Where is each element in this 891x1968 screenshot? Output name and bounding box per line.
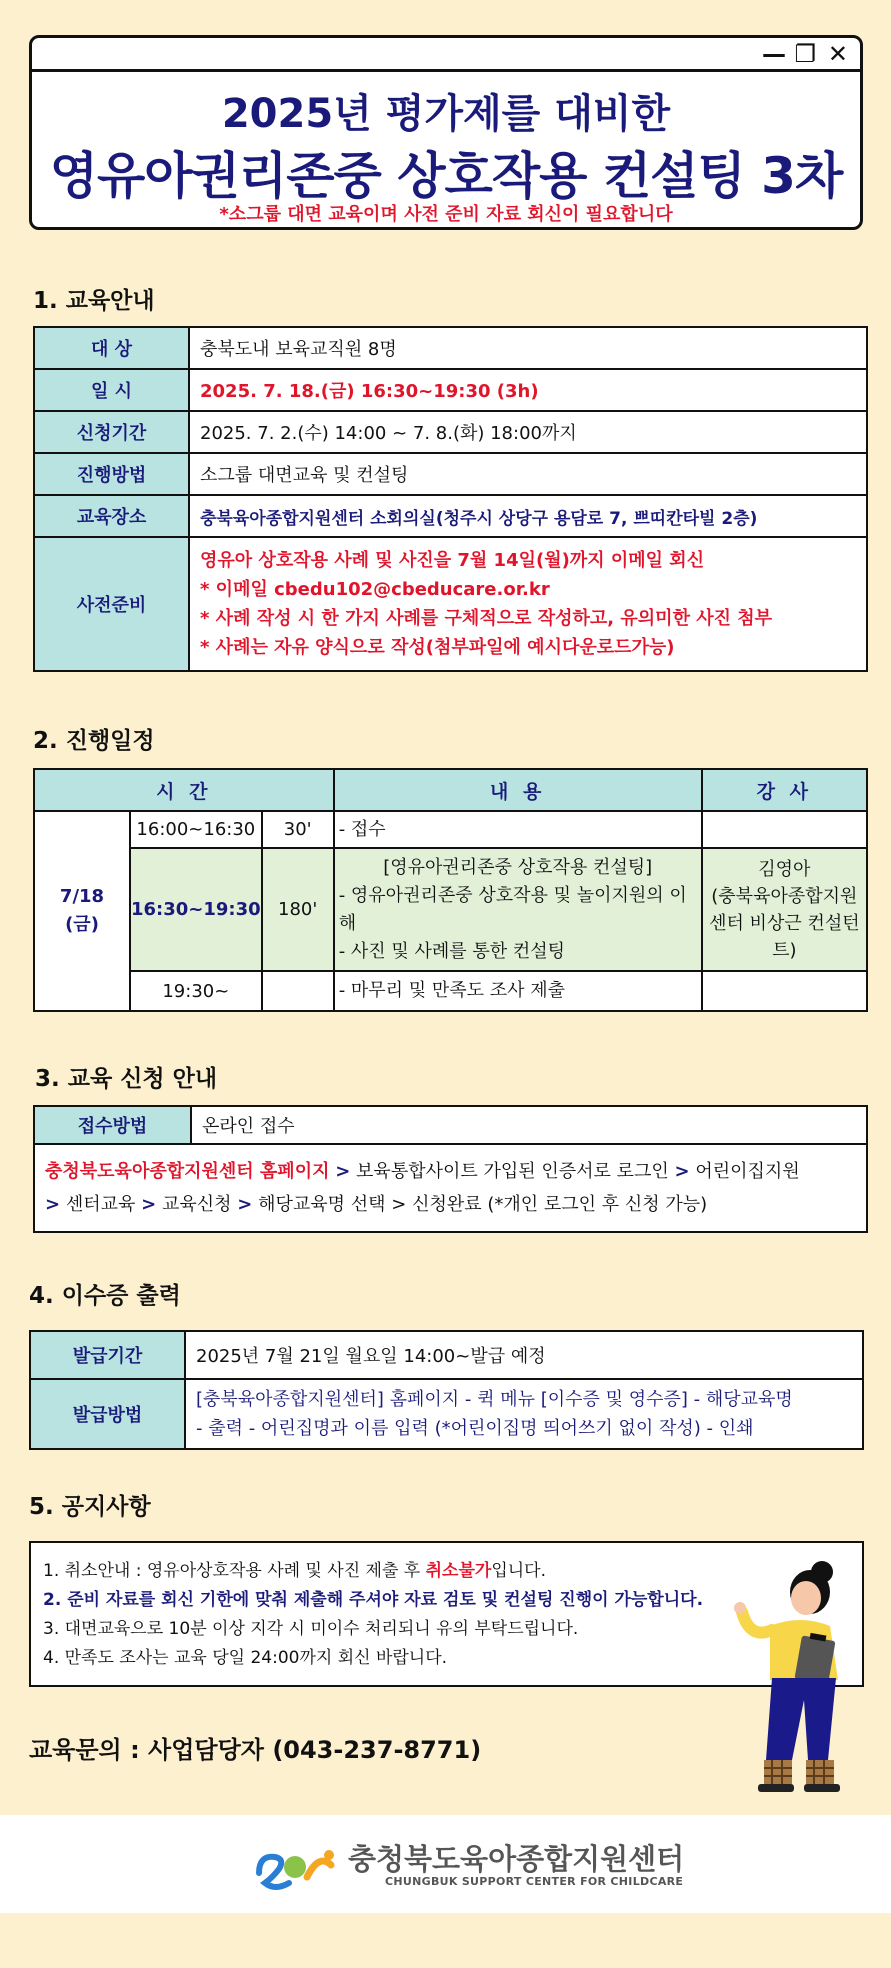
path-step: 보육통합사이트 가입된 인증서로 로그인	[356, 1161, 669, 1182]
row-value: 온라인 접수	[191, 1106, 867, 1144]
footer	[0, 1815, 891, 1913]
row-label: 사전준비	[34, 537, 189, 671]
time-cell: 16:00~16:30	[130, 811, 262, 848]
date-cell: 7/18 (금)	[34, 811, 130, 1011]
row-label: 접수방법	[34, 1106, 191, 1144]
maximize-icon: ❐	[794, 40, 816, 68]
section4-title: 4. 이수증 출력	[29, 1283, 181, 1309]
section2-title: 2. 진행일정	[33, 728, 155, 754]
row-label: 발급기간	[30, 1331, 185, 1379]
arrow-icon: >	[141, 1194, 157, 1215]
row-value: 2025. 7. 2.(수) 14:00 ~ 7. 8.(화) 18:00까지	[189, 411, 867, 453]
method-line: [충북육아종합지원센터] 홈페이지 - 퀵 메뉴 [이수증 및 영수증] - 해당교육명	[196, 1389, 793, 1410]
instructor-name: 김영아	[758, 858, 811, 880]
row-value: 충북육아종합지원센터 소회의실(청주시 상당구 용담로 7, 쁘띠칸타빌 2층)	[189, 495, 867, 537]
row-label: 일 시	[34, 369, 189, 411]
header-window	[29, 35, 863, 230]
certificate-table	[29, 1330, 864, 1450]
notice-item: 4. 만족도 조사는 교육 당일 24:00까지 회신 바랍니다.	[43, 1648, 448, 1668]
table-row	[34, 495, 867, 537]
application-path	[34, 1144, 867, 1232]
time-cell: 16:30~19:30	[130, 848, 262, 971]
content-cell: - 접수	[334, 811, 702, 848]
row-value: 소그룹 대면교육 및 컨설팅	[189, 453, 867, 495]
duration-cell: 30'	[262, 811, 334, 848]
notice-text: 1. 취소안내 : 영유아상호작용 사례 및 사진 제출 후	[43, 1561, 426, 1581]
arrow-icon: >	[674, 1161, 690, 1182]
row-value: 충북도내 보육교직원 8명	[189, 327, 867, 369]
notice-emphasis: 취소불가	[425, 1561, 492, 1581]
section1-title: 1. 교육안내	[33, 288, 155, 314]
section5-title: 5. 공지사항	[29, 1494, 151, 1520]
row-label: 진행방법	[34, 453, 189, 495]
duration-cell	[262, 971, 334, 1011]
section3-title: 3. 교육 신청 안내	[35, 1066, 218, 1092]
arrow-icon: >	[237, 1194, 253, 1215]
table-row	[34, 369, 867, 411]
prep-details	[189, 537, 867, 671]
close-icon: ✕	[827, 40, 848, 68]
notice-text: 입니다.	[491, 1561, 546, 1581]
table-row	[34, 1106, 867, 1144]
prep-line: 영유아 상호작용 사례 및 사진을 7월 14일(월)까지 이메일 회신	[200, 550, 705, 571]
table-row	[30, 1331, 863, 1379]
header-instructor: 강 사	[702, 769, 867, 811]
path-step: 교육신청	[161, 1194, 232, 1215]
content-cell	[334, 848, 702, 971]
row-value	[185, 1379, 863, 1449]
education-info-table	[33, 326, 868, 672]
table-header-row	[34, 769, 867, 811]
teacher-illustration	[700, 1560, 860, 1800]
path-step: 해당교육명 선택	[258, 1194, 386, 1215]
org-logo-icon	[255, 1843, 337, 1893]
row-label: 신청기간	[34, 411, 189, 453]
row-value: 2025. 7. 18.(금) 16:30~19:30 (3h)	[189, 369, 867, 411]
schedule-table	[33, 768, 868, 1012]
contact-info: 교육문의 : 사업담당자 (043-237-8771)	[29, 1736, 482, 1764]
path-step: 신청완료 (*개인 로그인 후 신청 가능)	[412, 1194, 708, 1215]
path-step: 센터교육	[65, 1194, 136, 1215]
application-table	[33, 1105, 868, 1233]
org-name: 충청북도육아종합지원센터	[348, 1842, 685, 1876]
table-row	[34, 1144, 867, 1232]
path-line	[45, 1188, 856, 1221]
notice-item: 2. 준비 자료를 회신 기한에 맞춰 제출해 주셔야 자료 검토 및 컨설팅 진행이 가능합니다.	[43, 1590, 704, 1610]
time-cell: 19:30~	[130, 971, 262, 1011]
content-line: - 사진 및 사례를 통한 컨설팅	[338, 940, 566, 962]
method-line: - 출력 - 어린집명과 이름 입력 (*어린이집명 띄어쓰기 없이 작성) - 인쇄	[196, 1418, 754, 1439]
row-label: 교육장소	[34, 495, 189, 537]
homepage-link[interactable]: 충청북도육아종합지원센터 홈페이지	[45, 1161, 330, 1182]
org-name-en: CHUNGBUK SUPPORT CENTER FOR CHILDCARE	[385, 1875, 684, 1888]
header-time: 시 간	[34, 769, 334, 811]
table-row	[34, 537, 867, 671]
duration-cell: 180'	[262, 848, 334, 971]
header-note: *소그룹 대면 교육이며 사전 준비 자료 회신이 필요합니다	[219, 204, 673, 225]
table-row	[34, 848, 867, 971]
path-line	[45, 1155, 856, 1188]
content-line: - 영유아권리존중 상호작용 및 놀이지원의 이해	[338, 884, 687, 934]
notice-item: 3. 대면교육으로 10분 이상 지각 시 미이수 처리되니 유의 부탁드립니다.	[43, 1619, 579, 1639]
row-label: 발급방법	[30, 1379, 185, 1449]
arrow-icon: >	[45, 1194, 61, 1215]
instructor-cell	[702, 848, 867, 971]
content-title: [영유아권리존중 상호작용 컨설팅]	[383, 856, 653, 878]
table-row	[34, 327, 867, 369]
prep-line: * 이메일 cbedu102@cbeducare.or.kr	[200, 579, 550, 600]
header-content: 내 용	[334, 769, 702, 811]
instructor-detail: (충북육아종합지원센터 비상근 컨설턴트)	[709, 885, 860, 961]
row-value: 2025년 7월 21일 월요일 14:00~발급 예정	[185, 1331, 863, 1379]
table-row	[34, 453, 867, 495]
instructor-cell	[702, 811, 867, 848]
row-label: 대 상	[34, 327, 189, 369]
table-row	[30, 1379, 863, 1449]
arrow-icon: >	[335, 1161, 351, 1182]
arrow-icon: >	[391, 1194, 407, 1215]
page-title: 영유아권리존중 상호작용 컨설팅 3차	[49, 147, 843, 205]
table-row	[34, 411, 867, 453]
prep-line: * 사례는 자유 양식으로 작성(첨부파일에 예시다운로드가능)	[200, 637, 675, 658]
title-line1: 2025년 평가제를 대비한	[221, 91, 671, 137]
table-row	[34, 811, 867, 848]
instructor-cell	[702, 971, 867, 1011]
path-step: 어린이집지원	[695, 1161, 800, 1182]
window-title-bar	[32, 38, 860, 72]
minimize-icon: —	[762, 40, 786, 68]
table-row	[34, 971, 867, 1011]
content-cell: - 마무리 및 만족도 조사 제출	[334, 971, 702, 1011]
prep-line: * 사례 작성 시 한 가지 사례를 구체적으로 작성하고, 유의미한 사진 첨부	[200, 608, 773, 629]
